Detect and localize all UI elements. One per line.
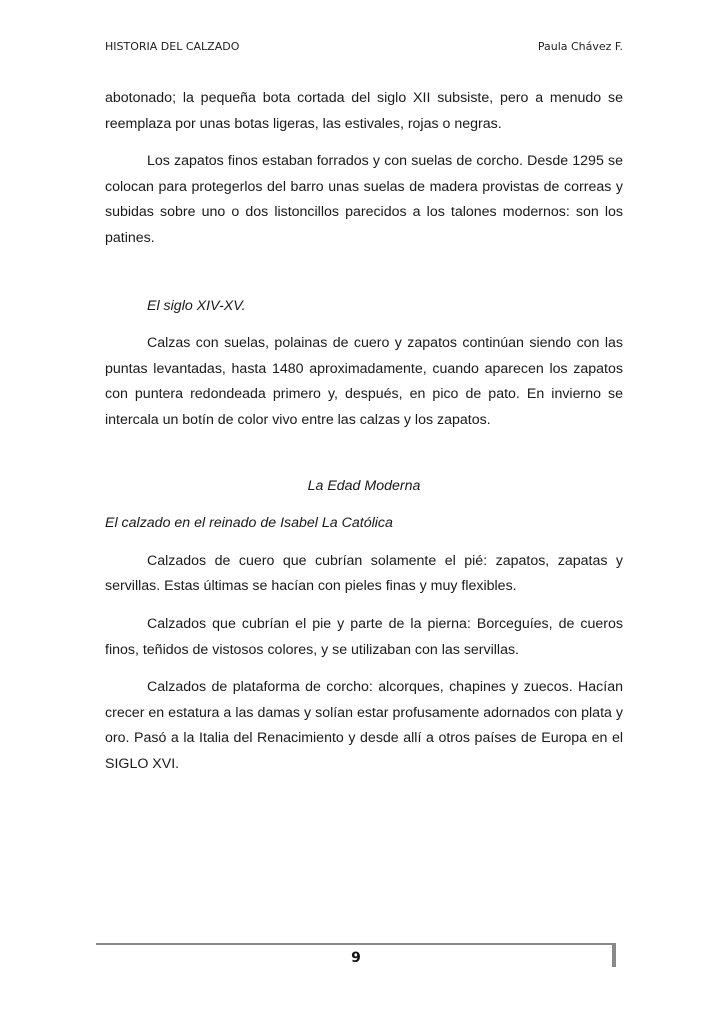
document-body [105, 86, 623, 789]
subsection-heading-isabel: El calzado en el reinado de Isabel La Católica [105, 515, 393, 532]
paragraph-6: Calzados de plataforma de corcho: alcorques, chapines y zuecos. Hacían crecer en estatura a las damas y solían estar profusamente adornados con plata y oro. Pasó a la Italia del Renacimiento y desde allí a otros países de Europa en el SIGLO XVI. [105, 679, 623, 772]
section-heading-edad-moderna: La Edad Moderna [307, 477, 421, 494]
paragraph-4: Calzados de cuero que cubrían solamente el pié: zapatos, zapatas y servillas. Estas últimas se hacían con pieles finas y muy flexibles. [105, 552, 623, 595]
header-title: HISTORIA DEL CALZADO [105, 40, 240, 53]
paragraph-2: Los zapatos finos estaban forrados y con suelas de corcho. Desde 1295 se colocan para protegerlos del barro unas suelas de madera provistas de correas y subidas sobre uno o dos listoncillos parecidos a los talones modernos: son los patines. [105, 153, 623, 246]
section-heading-siglo-xiv-xv: El siglo XIV-XV. [147, 297, 246, 314]
paragraph-3: Calzas con suelas, polainas de cuero y zapatos continúan siendo con las puntas levantadas, hasta 1480 aproximadamente, cuando aparecen los zapatos con puntera redondeada primero y, después, en pico de pato. En invierno se intercala un botín de color vivo entre las calzas y los zapatos. [105, 335, 623, 428]
page-header [105, 40, 623, 56]
header-author: Paula Chávez F. [537, 40, 623, 53]
footer-rule [96, 943, 616, 945]
paragraph-1: abotonado; la pequeña bota cortada del siglo XII subsiste, pero a menudo se reemplaza por unas botas ligeras, las estivales, rojas o negras. [105, 90, 623, 132]
page-number: 9 [351, 950, 361, 966]
paragraph-5: Calzados que cubrían el pie y parte de la pierna: Borceguíes, de cueros finos, teñidos de vistosos colores, y se utilizaban con las servillas. [105, 615, 623, 658]
